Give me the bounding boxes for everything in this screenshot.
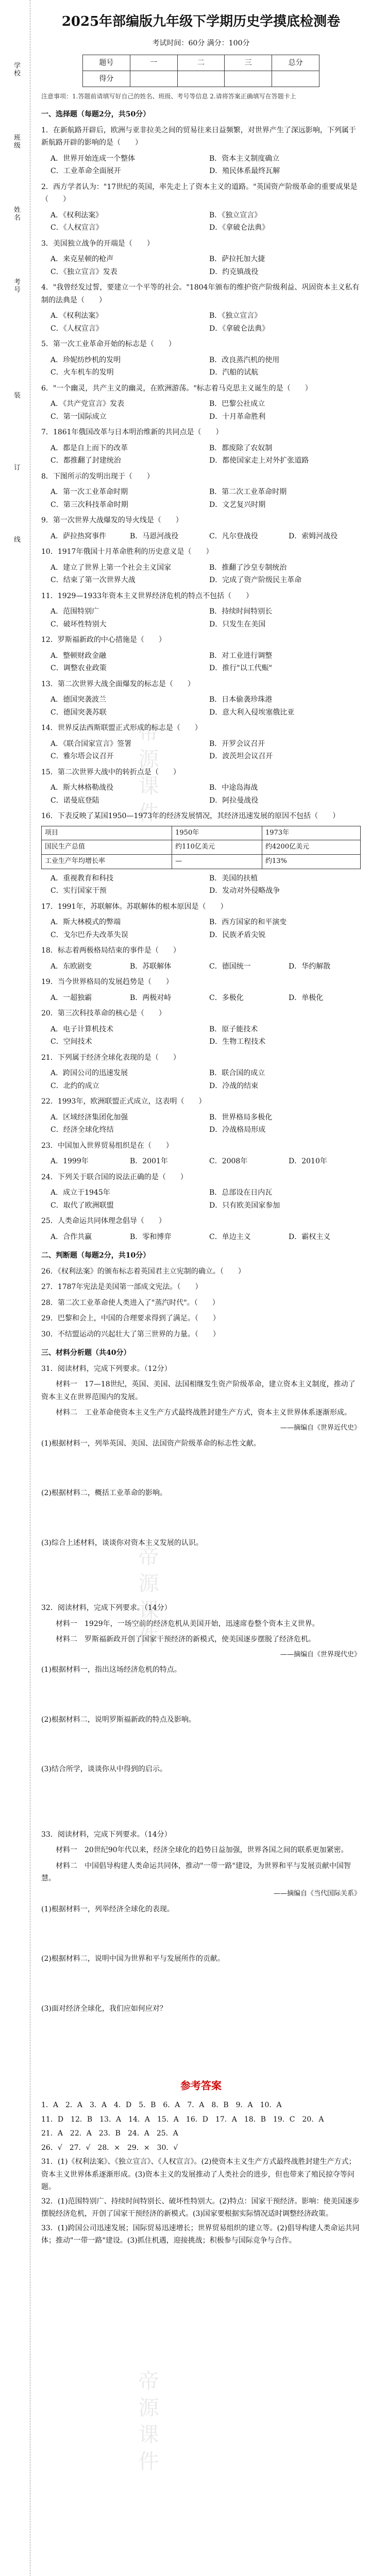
mcq-option[interactable]: C．德国突袭苏联 [50, 708, 107, 717]
answer-space[interactable] [41, 1453, 361, 1484]
q32-ask-1: (1)根据材料一，指出这场经济危机的特点。 [41, 1666, 181, 1674]
table-header-cell: 1950年 [172, 826, 262, 840]
mcq-options [50, 1023, 361, 1048]
mcq-option[interactable]: C．火车机车的发明 [50, 368, 114, 377]
watermark: 帝源课件 [135, 721, 159, 828]
mcq-option[interactable]: C．2008年 [209, 1157, 248, 1166]
tf-question[interactable]: 26．《权利法案》的颁布标志着英国君主立宪制的确立。（ ） [41, 1267, 245, 1276]
table-cell: 约13% [262, 855, 361, 869]
mcq-stem: 22．1993年，欧洲联盟正式成立，这表明（ ） [41, 1097, 206, 1106]
score-cell[interactable] [272, 71, 319, 87]
mcq-option[interactable]: B．《独立宣言》 [209, 211, 262, 219]
q33-material1: 材料一 20世纪90年代以来，经济全球化的趋势日益加强，世界各国之间的联系更加紧密。 [56, 1846, 348, 1855]
mcq-options [50, 562, 361, 587]
score-header: 总分 [272, 55, 319, 71]
table-header-cell: 1973年 [262, 826, 361, 840]
mcq-stem: 11．1929—1933年资本主义世界经济危机的特点不包括（ ） [41, 591, 254, 600]
mcq-options [50, 782, 361, 807]
watermark-2: 帝源课件 [135, 1546, 159, 1653]
mcq-question [41, 546, 361, 587]
mcq-stem: 16．下表反映了某国1950—1973年的经济发展情况，其经济迅速发展的原因不包括（ ） [41, 812, 340, 820]
mcq-option[interactable]: D．2010年 [289, 1157, 327, 1166]
q32-material2: 材料二 罗斯福新政开创了国家干预经济的新模式，使美国逐步摆脱了经济危机。 [56, 1635, 315, 1643]
mcq-option[interactable]: B．都废除了农奴制 [209, 444, 273, 452]
mcq-option[interactable]: C．实行国家干预 [50, 887, 107, 895]
mcq-option[interactable]: B．对工业进行调整 [209, 651, 273, 660]
mcq-stem: 7．1861年俄国改革与日本明治维新的共同点是（ ） [41, 428, 223, 436]
mcq-option[interactable]: D．波茨坦会议召开 [209, 752, 273, 760]
mcq-option[interactable]: B．苏联解体 [130, 962, 172, 971]
q33-material2: 材料二 中国倡导构建人类命运共同体，推动"一带一路"建设，为世界和平与发展贡献中国智慧。 [41, 1861, 351, 1883]
mcq-option[interactable]: B．《独立宣言》 [209, 312, 262, 320]
mcq-question [41, 181, 361, 234]
answer-space[interactable] [41, 1552, 361, 1599]
section2-title: 二、判断题（每题2分，共10分） [41, 1251, 150, 1260]
score-header: 一 [130, 55, 177, 71]
mcq-question [41, 1095, 361, 1137]
mcq-option[interactable]: A．一超独霸 [50, 993, 92, 1002]
score-cell[interactable] [225, 71, 272, 87]
mcq-option[interactable]: B．总部设在日内瓦 [209, 1189, 273, 1197]
mcq-stem: 18．标志着两极格局结束的事件是（ ） [41, 946, 180, 955]
answer-space[interactable] [41, 1969, 361, 1999]
mcq-option[interactable]: B．两极对峙 [130, 993, 172, 1002]
mcq-question [41, 810, 361, 897]
answer-space[interactable] [41, 1919, 361, 1950]
mcq-stem: 8．下图所示的发明出现于（ ） [41, 472, 154, 481]
mcq-question [41, 281, 361, 335]
table-cell: 约110亿美元 [172, 840, 262, 855]
mcq-option[interactable]: D．发动对外侵略战争 [209, 887, 280, 895]
mcq-option[interactable]: B．第二次工业革命时期 [209, 488, 287, 496]
mcq-option[interactable]: B．美国的扶植 [209, 874, 258, 883]
mcq-stem: 4．"我曾经发过誓，要建立一个平等的社会。"1804年颁布的维护资产阶级利益、巩固资本主义私有制的法典是（ ） [41, 283, 360, 304]
score-header: 题号 [83, 55, 130, 71]
mcq-stem: 12．罗斯福新政的中心措施是（ ） [41, 636, 166, 644]
q33-ask-1: (1)根据材料一，列举经济全球化的表现。 [41, 1905, 174, 1913]
mcq-options [50, 960, 361, 973]
mcq-option[interactable]: C．取代了欧洲联盟 [50, 1201, 114, 1210]
mcq-option[interactable]: C．调整农业政策 [50, 664, 107, 672]
q32-stem: 32．阅读材料，完成下列要求。（14分） [41, 1604, 172, 1612]
mcq-option[interactable]: B．开罗会议召开 [209, 739, 265, 748]
mcq-option[interactable]: D．民族矛盾尖锐 [209, 930, 266, 939]
section3-title: 三、材料分析题（共40分） [41, 1349, 131, 1358]
mcq-options [50, 605, 361, 631]
mcq-option[interactable]: C．诺曼底登陆 [50, 796, 99, 805]
mcq-list [41, 124, 361, 1244]
answers-title: 参考答案 [180, 2079, 222, 2092]
mcq-options [50, 916, 361, 941]
mcq-option[interactable]: D．约克镇战役 [209, 267, 259, 276]
mcq-options [50, 152, 361, 178]
mcq-option[interactable]: B．联合国的成立 [209, 1069, 265, 1078]
binding-zhuang: 装 [12, 392, 20, 399]
table-header-cell: 项目 [42, 826, 172, 840]
mcq-question [41, 634, 361, 675]
q31-ask-2: (2)根据材料二，概括工业革命的影响。 [41, 1489, 167, 1497]
mcq-option[interactable]: D．完成了资产阶级民主革命 [209, 576, 302, 584]
mcq-option[interactable]: B．世界格局多极化 [209, 1113, 273, 1122]
q31-ask-3: (3)综合上述材料，谈谈你对资本主义发展的认识。 [41, 1538, 203, 1547]
mcq-option[interactable]: A．《联合国家宣言》签署 [50, 739, 132, 748]
mcq-options [50, 253, 361, 278]
mcq-question [41, 1215, 361, 1243]
mcq-options [50, 1111, 361, 1137]
tf-list [41, 1265, 361, 1341]
mcq-stem: 6．"一个幽灵，共产主义的幽灵，在欧洲游荡。"标志着马克思主义诞生的是（ ） [41, 384, 312, 393]
mcq-stem: 20．第三次科技革命的核心是（ ） [41, 1009, 166, 1018]
mcq-stem: 19．当今世界格局的发展趋势是（ ） [41, 978, 173, 987]
mcq-option[interactable]: B．持续时间特别长 [209, 607, 273, 616]
mcq-option[interactable]: C．雅尔塔会议召开 [50, 752, 114, 760]
q32-material1: 材料一 1929年，一场空前的经济危机从美国开始，迅速席卷整个资本主义世界。 [56, 1619, 319, 1628]
binding-school: 学校 [12, 62, 20, 77]
answer-item: 1．A 2．A 3．A 4．D 5．B 6．A 7．A 8．B 9．A 10．A [41, 2101, 282, 2109]
mcq-stem: 3．美国独立战争的开端是（ ） [41, 239, 154, 248]
table-row [42, 855, 361, 869]
mcq-option[interactable]: C．《人权宣言》 [50, 324, 103, 333]
score-cell[interactable] [130, 71, 177, 87]
table-cell: 国民生产总值 [42, 840, 172, 855]
section1-title: 一、选择题（每题2分，共50分） [41, 110, 150, 118]
mcq-question [41, 944, 361, 973]
mcq-option[interactable]: B．巴黎公社成立 [209, 400, 265, 408]
q31-material2: 材料二 工业革命使资本主义生产方式最终战胜封建生产方式，资本主义世界体系逐渐形成。 [56, 1409, 351, 1417]
exam-title: 2025年部编版九年级下学期历史学摸底检测卷 [61, 14, 341, 29]
mcq-options [50, 530, 361, 543]
answer-space[interactable] [41, 1503, 361, 1534]
mcq-options [50, 992, 361, 1005]
table-cell: — [172, 855, 262, 869]
score-row-label: 得分 [83, 71, 130, 87]
mcq-options [50, 1067, 361, 1092]
mcq-option[interactable]: B．资本主义制度确立 [209, 154, 280, 163]
mcq-options [50, 354, 361, 379]
binding-ding: 订 [12, 464, 20, 471]
mcq-question [41, 1140, 361, 1168]
mcq-option[interactable]: A．都是自上而下的改革 [50, 444, 128, 452]
mcq-option[interactable]: A．重视教育和科技 [50, 874, 114, 883]
mcq-option[interactable]: D．都使国家走上对外扩张道路 [209, 456, 309, 465]
mcq-option[interactable]: D．索姆河战役 [289, 532, 338, 540]
q31-ask-1: (1)根据材料一，列举英国、美国、法国资产阶级革命的标志性文献。 [41, 1439, 261, 1448]
mcq-question [41, 1171, 361, 1212]
mcq-option[interactable]: C．多极化 [209, 993, 244, 1002]
mcq-option[interactable]: C．戈尔巴乔夫改革失误 [50, 930, 128, 939]
mcq-option[interactable]: A．德国突袭波兰 [50, 696, 107, 704]
mcq-option[interactable]: A．世界开始连成一个整体 [50, 154, 136, 163]
mcq-question [41, 124, 361, 178]
mcq-option[interactable]: A．电子计算机技术 [50, 1025, 114, 1033]
answer-space[interactable] [41, 1729, 361, 1760]
mcq-option[interactable]: D．《拿破仑法典》 [209, 324, 269, 333]
mcq-option[interactable]: D．生物工程技术 [209, 1038, 266, 1046]
mcq-option[interactable]: B．原子能技术 [209, 1025, 258, 1033]
mcq-option[interactable]: B．马恩河战役 [130, 532, 179, 540]
mcq-options [50, 1231, 361, 1244]
tf-question[interactable]: 29．巴黎和会上，中国的合理要求得到了满足。（ ） [41, 1314, 220, 1323]
mcq-stem: 10．1917年俄国十月革命胜利的历史意义是（ ） [41, 548, 213, 556]
mcq-stem: 25．人类命运共同体理念倡导（ ） [41, 1217, 166, 1226]
mcq-option[interactable]: C．结束了第一次世界大战 [50, 576, 136, 584]
mcq-stem: 24．下列关于联合国的说法正确的是（ ） [41, 1173, 188, 1181]
mcq-option[interactable]: D．十月革命胜利 [209, 412, 266, 421]
exam-note: 注意事项：1.答题前请填写好自己的姓名、班级、考号等信息 2.请将答案正确填写在答题卡上 [41, 93, 296, 100]
mcq-options [50, 209, 361, 234]
mcq-option[interactable]: B．2001年 [130, 1157, 168, 1166]
mcq-option[interactable]: D．华约解散 [289, 962, 331, 971]
mcq-option[interactable]: B．西方国家的和平演变 [209, 918, 287, 927]
mcq-option[interactable]: B．改良蒸汽机的使用 [209, 355, 280, 364]
mcq-option[interactable]: A．区域经济集团化加强 [50, 1113, 128, 1122]
mcq-stem: 21．下列属于经济全球化表现的是（ ） [41, 1053, 180, 1062]
mcq-question [41, 382, 361, 423]
mcq-option[interactable]: C．空间技术 [50, 1038, 92, 1046]
binding-class: 班级 [12, 134, 20, 149]
mcq-option[interactable]: D．推行"以工代赈" [209, 664, 273, 672]
mcq-option[interactable]: A．第一次工业革命时期 [50, 488, 128, 496]
answer-item: 26．√ 27．√ 28．× 29．× 30．√ [41, 2143, 178, 2152]
answer-item: 21．A 22．A 23．B 24．A 25．A [41, 2129, 178, 2138]
answer-space[interactable] [41, 1680, 361, 1710]
mcq-option[interactable]: C．北约的成立 [50, 1081, 99, 1090]
mcq-question [41, 238, 361, 279]
mcq-option[interactable]: D．冷战的结束 [209, 1081, 259, 1090]
mcq-options [50, 738, 361, 763]
answer-item: 33．(1)跨国公司迅速发展；国际贸易迅速增长；世界贸易组织的建立等。(2)倡导构建人类命运共同体；推动"一带一路"建设。(3)抓住机遇，迎接挑战；积极参与国际竞争与合作。 [41, 2224, 360, 2245]
q31-material1: 材料一 17—18世纪，英国、美国、法国相继发生资产阶级革命，建立资本主义制度，推动了资本主义在世界范围内的发展。 [41, 1380, 356, 1401]
mcq-option[interactable]: A．萨拉热窝事件 [50, 532, 107, 540]
mcq-option[interactable]: A．整顿财政金融 [50, 651, 107, 660]
table-cell: 工业生产年均增长率 [42, 855, 172, 869]
mcq-option[interactable]: D．单极化 [289, 993, 324, 1002]
tf-question[interactable]: 28．第二次工业革命使人类进入了"蒸汽时代"。（ ） [41, 1298, 220, 1307]
q32-source: ——摘编自《世界现代史》 [280, 1650, 361, 1658]
mcq-options [50, 872, 361, 897]
mcq-option[interactable]: D．阿拉曼战役 [209, 796, 259, 805]
answer-space[interactable] [41, 1779, 361, 1825]
mcq-option[interactable]: A．斯大林格勒战役 [50, 784, 114, 792]
q33-ask-2: (2)根据材料二，说明中国为世界和平与发展所作的贡献。 [41, 1955, 225, 1963]
q31-stem: 31．阅读材料，完成下列要求。（12分） [41, 1364, 172, 1373]
mcq-option[interactable]: B．日本偷袭珍珠港 [209, 696, 273, 704]
answer-item: 11．D 12．B 13．A 14．A 15．A 16．D 17．A 18．B 19．C 20．A [41, 2115, 324, 2124]
exam-subtitle: 考试时间：60分 满分：100分 [152, 39, 250, 47]
mcq-option[interactable]: A．珍妮纺纱机的发明 [50, 355, 121, 364]
mcq-option[interactable]: C．都推翻了封建统治 [50, 456, 121, 465]
binding-xian: 线 [12, 536, 20, 544]
score-header: 三 [225, 55, 272, 71]
mcq-question [41, 470, 361, 512]
mcq-option[interactable]: A．跨国公司的迅速发展 [50, 1069, 128, 1078]
mcq-option[interactable]: A．来克星顿的枪声 [50, 255, 114, 263]
mcq-options [50, 310, 361, 335]
answer-item: 32．(1)范围特别广、持续时间特别长、破坏性特别大。(2)特点：国家干预经济。影响：使美国逐步摆脱经济危机，开创了国家干预经济的新模式。(3)国家要根据实际情况适时调整经济政策。 [41, 2197, 360, 2218]
mcq-stem: 9．第一次世界大战爆发的导火线是（ ） [41, 516, 183, 524]
binding-id: 考号 [12, 278, 20, 294]
mcq-stem: 14．世界反法西斯联盟正式形成的标志是（ ） [41, 724, 202, 732]
mcq-option[interactable]: C．《人权宣言》 [50, 224, 103, 232]
score-cell[interactable] [177, 71, 225, 87]
mcq-option[interactable]: C．《独立宣言》发表 [50, 267, 117, 276]
mcq-option[interactable]: A．范围特别广 [50, 607, 99, 616]
mcq-question [41, 976, 361, 1004]
mcq-question [41, 426, 361, 467]
mcq-option[interactable]: A．建立了世界上第一个社会主义国家 [50, 563, 172, 572]
mcq-option[interactable]: A．《权利法案》 [50, 211, 103, 219]
mcq-option[interactable]: B．零和博弈 [130, 1232, 172, 1241]
mcq-option[interactable]: A．《权利法案》 [50, 312, 103, 320]
mcq-option[interactable]: A．成立于1945年 [50, 1189, 110, 1197]
mcq-question [41, 901, 361, 942]
mcq-stem: 15．第二次世界大战中的转折点是（ ） [41, 768, 180, 776]
watermark-3: 帝源课件 [135, 2370, 159, 2477]
q33-source: ——摘编自《当代国际关系》 [273, 1889, 361, 1897]
score-table [82, 55, 319, 87]
mcq-option[interactable]: D．《拿破仑法典》 [209, 224, 269, 232]
mcq-stem: 23．中国加入世界贸易组织是在（ ） [41, 1141, 173, 1150]
mcq-option[interactable]: C．第三次科技革命时期 [50, 500, 128, 509]
mcq-option[interactable]: D．意大利入侵埃塞俄比亚 [209, 708, 295, 717]
q32-ask-3: (3)结合所学，谈谈你从中得到的启示。 [41, 1765, 167, 1774]
table-cell: 约4200亿美元 [262, 840, 361, 855]
mcq-option[interactable]: B．中途岛海战 [209, 784, 258, 792]
answer-space[interactable] [41, 2018, 361, 2064]
mcq-option[interactable]: C．单边主义 [209, 1232, 251, 1241]
mcq-option[interactable]: C．工业革命全面展开 [50, 167, 121, 175]
mcq-option[interactable]: D．只发生在美国 [209, 620, 266, 629]
mcq-option[interactable]: D．霸权主义 [289, 1232, 331, 1241]
mcq-question [41, 766, 361, 807]
mcq-options [50, 1155, 361, 1168]
mcq-option[interactable]: A．合作共赢 [50, 1232, 92, 1241]
mcq-question [41, 722, 361, 763]
mcq-stem: 13．第二次世界大战全面爆发的标志是（ ） [41, 680, 195, 688]
tf-question[interactable]: 27．1787年宪法是美国第一部成文宪法。（ ） [41, 1283, 203, 1292]
tf-question[interactable]: 30．不结盟运动的兴起壮大了第三世界的力量。（ ） [41, 1330, 220, 1338]
mcq-option[interactable]: C．凡尔登战役 [209, 532, 258, 540]
answers-list [41, 2099, 361, 2247]
mcq-options [50, 693, 361, 719]
exam-content [41, 10, 361, 2249]
question-33 [41, 1828, 361, 2064]
mcq-options [50, 442, 361, 467]
mcq-option[interactable]: C．第一国际成立 [50, 412, 107, 421]
mcq-option[interactable]: C．破坏性特别大 [50, 620, 107, 629]
mcq-options [50, 486, 361, 511]
binding-strip [0, 0, 30, 2576]
q32-ask-2: (2)根据材料二，说明罗斯福新政的特点及影响。 [41, 1715, 196, 1724]
mcq-stem: 2．西方学者认为："17世纪的英国，率先走上了资本主义的道路。"英国资产阶级革命的重要成果是（ ） [41, 182, 358, 204]
mcq-option[interactable]: A．斯大林模式的弊端 [50, 918, 121, 927]
mcq-option[interactable]: D．殖民体系最终瓦解 [209, 167, 280, 175]
mcq-option[interactable]: A．《共产党宣言》发表 [50, 400, 125, 408]
question-31 [41, 1363, 361, 1599]
mcq-option[interactable]: A．1999年 [50, 1157, 89, 1166]
mcq-question [41, 678, 361, 719]
mcq-options [50, 650, 361, 675]
mcq-options [50, 1187, 361, 1212]
mcq-option[interactable]: C．经济全球化终结 [50, 1126, 114, 1134]
table-row [42, 840, 361, 855]
question-32 [41, 1602, 361, 1825]
q33-ask-3: (3)面对经济全球化，我们应如何应对？ [41, 2004, 167, 2013]
mcq-stem: 1．在新航路开辟后，欧洲与亚非拉美之间的贸易往来日益频繁，对世界产生了深远影响，下列属于新航路开辟的影响的是（ ） [41, 126, 356, 147]
q16-data-table [41, 826, 361, 869]
mcq-question [41, 590, 361, 631]
mcq-options [50, 398, 361, 423]
mcq-option[interactable]: B．萨拉托加大捷 [209, 255, 265, 263]
mcq-option[interactable]: D．只有欧美国家参加 [209, 1201, 280, 1210]
mcq-option[interactable]: D．汽船的试航 [209, 368, 259, 377]
mcq-option[interactable]: C．德国统一 [209, 962, 251, 971]
q31-source: ——摘编自《世界近代史》 [280, 1423, 361, 1432]
mcq-option[interactable]: D．文艺复兴时期 [209, 500, 266, 509]
mcq-stem: 5．第一次工业革命开始的标志是（ ） [41, 340, 176, 348]
mcq-question [41, 1052, 361, 1093]
mcq-question [41, 514, 361, 543]
mcq-question [41, 1007, 361, 1048]
score-header: 二 [177, 55, 225, 71]
mcq-question [41, 338, 361, 379]
binding-name: 姓名 [12, 206, 20, 222]
q33-stem: 33．阅读材料，完成下列要求。（14分） [41, 1830, 172, 1839]
answer-item: 31．(1)《权利法案》、《独立宣言》、《人权宣言》。(2)使资本主义生产方式最终战胜封建生产方式；资本主义世界体系逐渐形成。(3)资本主义的发展推动了人类社会的进步，但也带来了殖民掠夺等问题。 [41, 2158, 356, 2191]
mcq-option[interactable]: D．冷战格局形成 [209, 1126, 266, 1134]
mcq-stem: 17．1991年，苏联解体。苏联解体的根本原因是（ ） [41, 902, 228, 911]
mcq-option[interactable]: B．推翻了沙皇专制统治 [209, 563, 287, 572]
mcq-option[interactable]: A．东欧剧变 [50, 962, 92, 971]
